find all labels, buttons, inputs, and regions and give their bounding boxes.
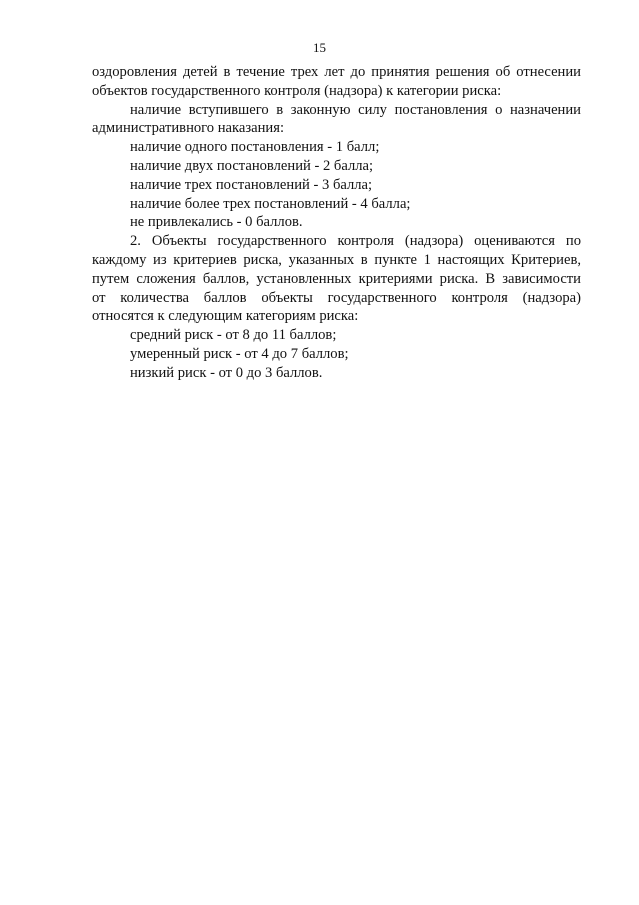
list-item: средний риск - от 8 до 11 баллов; [130, 327, 337, 344]
paragraph-line: путем сложения баллов, установленных критериями риска. В зависимости [92, 270, 581, 287]
list-item: не привлекались - 0 баллов. [130, 214, 303, 231]
paragraph-line: каждому из критериев риска, указанных в пункте 1 настоящих Критериев, [92, 251, 581, 268]
list-item: наличие более трех постановлений - 4 балла; [130, 195, 411, 212]
list-item: наличие одного постановления - 1 балл; [130, 139, 380, 156]
paragraph-line: 2. Объекты государственного контроля (надзора) оцениваются по [130, 233, 581, 250]
paragraph-line: относятся к следующим категориям риска: [92, 308, 359, 325]
list-item: наличие двух постановлений - 2 балла; [130, 157, 374, 174]
paragraph-line: оздоровления детей в течение трех лет до принятия решения об отнесении [92, 64, 581, 80]
paragraph-line: объектов государственного контроля (надзора) к категории риска: [92, 82, 502, 99]
document-body [92, 63, 581, 383]
paragraph-line: административного наказания: [92, 120, 285, 137]
list-item: умеренный риск - от 4 до 7 баллов; [130, 345, 349, 362]
paragraph-line: наличие вступившего в законную силу постановления о назначении [130, 101, 581, 118]
paragraph-line: от количества баллов объекты государственного контроля (надзора) [92, 289, 581, 306]
list-item: низкий риск - от 0 до 3 баллов. [130, 364, 323, 381]
page-number: 15 [313, 40, 326, 55]
list-item: наличие трех постановлений - 3 балла; [130, 176, 373, 193]
